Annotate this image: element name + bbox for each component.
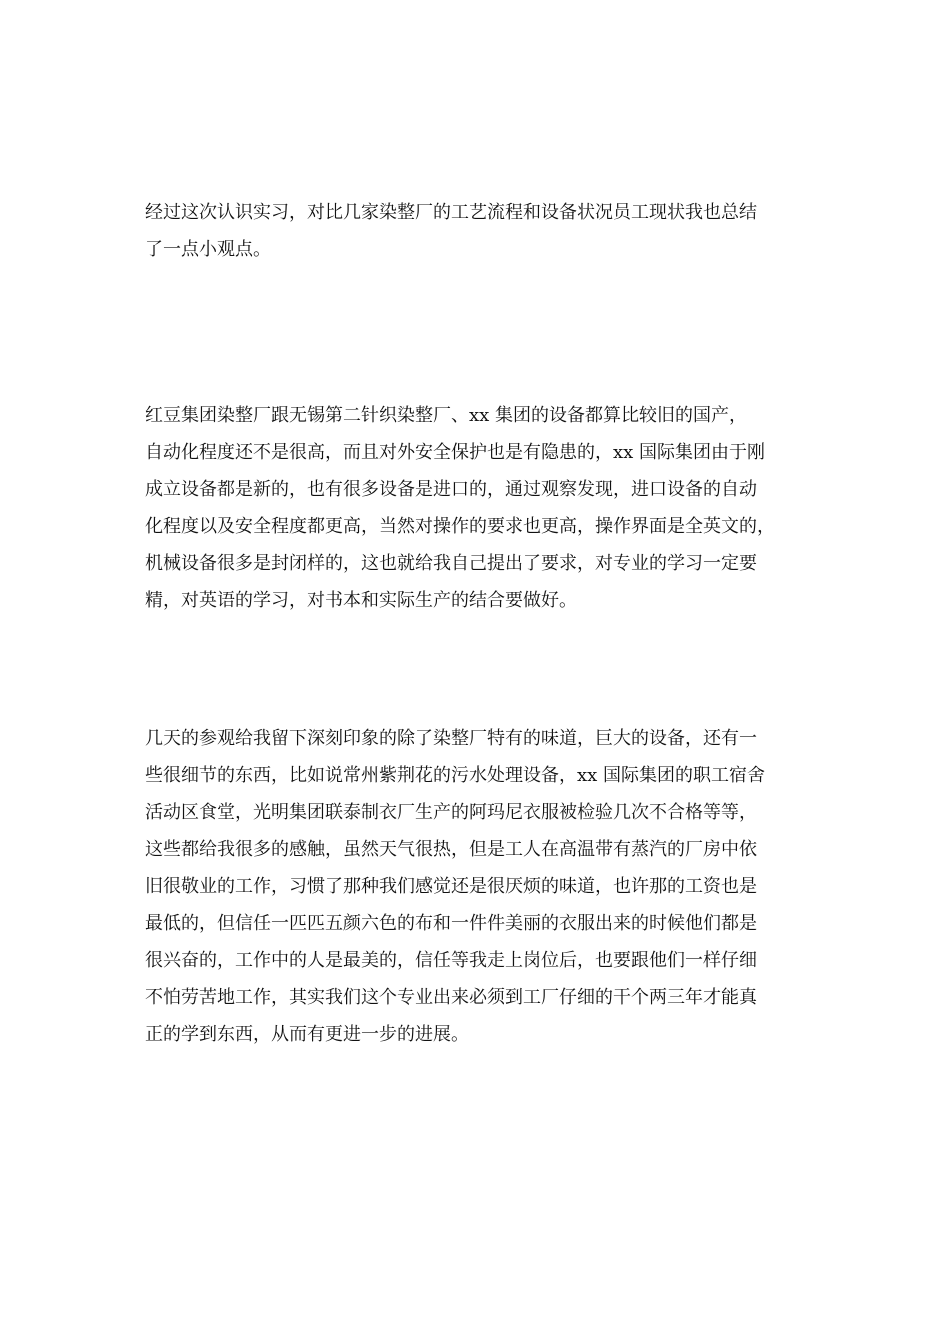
- paragraph-line: 几天的参观给我留下深刻印象的除了染整厂特有的味道，巨大的设备，还有一: [145, 728, 757, 749]
- paragraph-line: 成立设备都是新的，也有很多设备是进口的，通过观察发现，进口设备的自动: [145, 479, 757, 500]
- paragraph-3: [145, 720, 810, 1053]
- paragraph-line: 机械设备很多是封闭样的，这也就给我自己提出了要求，对专业的学习一定要: [145, 553, 757, 574]
- paragraph-line: 经过这次认识实习，对比几家染整厂的工艺流程和设备状况员工现状我也总结: [145, 202, 757, 223]
- paragraph-line: 了一点小观点。: [145, 239, 271, 260]
- paragraph-line: 精，对英语的学习，对书本和实际生产的结合要做好。: [145, 590, 577, 611]
- paragraph-2: [145, 397, 810, 619]
- paragraph-line: 化程度以及安全程度都更高，当然对操作的要求也更高，操作界面是全英文的，: [145, 516, 775, 537]
- paragraph-line: 旧很敬业的工作，习惯了那种我们感觉还是很厌烦的味道，也许那的工资也是: [145, 876, 757, 897]
- paragraph-line: 正的学到东西，从而有更进一步的进展。: [145, 1024, 469, 1045]
- paragraph-line: 很兴奋的，工作中的人是最美的，信任等我走上岗位后，也要跟他们一样仔细: [145, 950, 757, 971]
- paragraph-line: 不怕劳苦地工作，其实我们这个专业出来必须到工厂仔细的干个两三年才能真: [145, 987, 757, 1008]
- paragraph-line: 自动化程度还不是很高，而且对外安全保护也是有隐患的，xx 国际集团由于刚: [145, 442, 766, 463]
- paragraph-line: 活动区食堂，光明集团联泰制衣厂生产的阿玛尼衣服被检验几次不合格等等，: [145, 802, 757, 823]
- paragraph-line: 些很细节的东西，比如说常州紫荆花的污水处理设备，xx 国际集团的职工宿舍: [145, 765, 766, 786]
- paragraph-line: 这些都给我很多的感触，虽然天气很热，但是工人在高温带有蒸汽的厂房中依: [145, 839, 757, 860]
- paragraph-line: 最低的，但信任一匹匹五颜六色的布和一件件美丽的衣服出来的时候他们都是: [145, 913, 757, 934]
- paragraph-1: [145, 194, 810, 268]
- paragraph-line: 红豆集团染整厂跟无锡第二针织染整厂、xx 集团的设备都算比较旧的国产，: [145, 405, 748, 426]
